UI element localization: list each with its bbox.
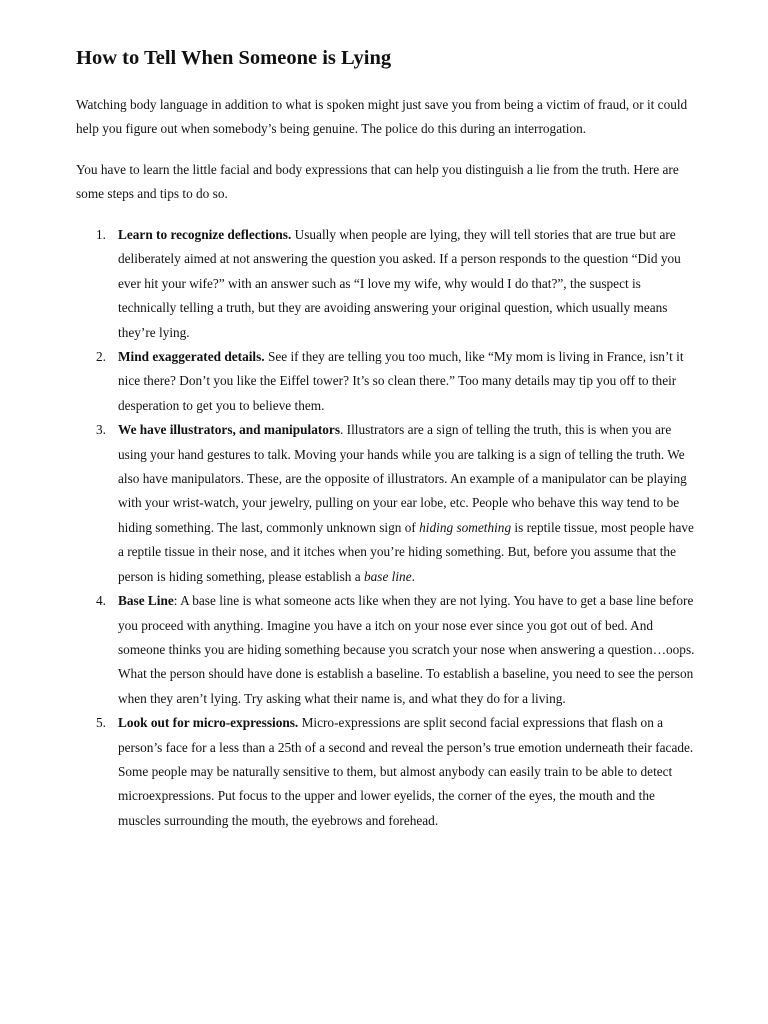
steps-intro-paragraph: You have to learn the little facial and body expressions that can help you distinguish a lie from the truth. Here are some steps and tips to do so. bbox=[76, 162, 679, 202]
step-text: See if they are telling you too much, like “My mom is living in France, isn’t it nice there? Don’t you like the Eiffel tower? It’s so clean there.” Too many details may tip you off to their desperation to get you to believe them. bbox=[118, 349, 684, 413]
step-text: . Illustrators are a sign of telling the truth, this is when you are using your hand gestures to talk. Moving your hands while you are talking is a sign of telling the truth. We also have manipulators. These, are the opposite of illustrators. An example of a manipulator can be playing with your wrist-watch, your jewelry, pulling on your ear lobe, etc. People who behave this way tend to be hiding something. The last, commonly unknown sign of bbox=[118, 422, 687, 535]
step-text: . bbox=[411, 568, 415, 584]
step-item-2 bbox=[76, 345, 698, 418]
intro-paragraph: Watching body language in addition to what is spoken might just save you from being a victim of fraud, or it could help you figure out when somebody’s being genuine. The police do this during an interrogation. bbox=[76, 97, 688, 137]
step-item-3 bbox=[76, 418, 698, 589]
step-item-1 bbox=[76, 223, 698, 345]
step-emphasis: hiding something bbox=[419, 519, 512, 535]
step-number: 2. bbox=[96, 349, 106, 365]
step-heading: Mind exaggerated details. bbox=[118, 349, 265, 365]
step-number: 1. bbox=[96, 227, 106, 242]
step-heading: We have illustrators, and manipulators bbox=[118, 422, 341, 438]
step-number: 5. bbox=[96, 715, 106, 731]
step-emphasis: base line bbox=[363, 568, 412, 584]
step-text: Usually when people are lying, they will tell stories that are true but are deliberately aimed at not answering the question you asked. If a person responds to the question “Did you ever hit your wife?” with an answer such as “I love my wife, why would I do that?”, the suspect is technically telling a truth, but they are avoiding answering your original question, which usually means they’re lying. bbox=[118, 227, 681, 340]
step-item-4 bbox=[76, 589, 698, 711]
step-item-5 bbox=[76, 711, 698, 833]
steps-list bbox=[76, 223, 698, 833]
step-number: 4. bbox=[96, 593, 106, 609]
step-heading: Base Line bbox=[118, 593, 174, 609]
step-text: is reptile tissue, most people have a reptile tissue in their nose, and it itches when you’re hiding something. But, before you assume that the person is hiding something, please establish a bbox=[118, 519, 694, 584]
document-title: How to Tell When Someone is Lying bbox=[76, 47, 392, 69]
step-text: Micro-expressions are split second facial expressions that flash on a person’s face for a less than a 25th of a second and reveal the person’s true emotion underneath their facade. Some people may be naturally sensitive to them, but almost anybody can easily train to be able to detect microexpressions. Put focus to the upper and lower eyelids, the corner of the eyes, the mouth and the muscles surrounding the mouth, the eyebrows and forehead. bbox=[118, 715, 694, 828]
step-text: : A base line is what someone acts like when they are not lying. You have to get a base line before you proceed with anything. Imagine you have a itch on your nose ever since you got out of bed. And someone thinks you are hiding something because you scratch your nose when answering a question…oops. What the person should have done is establish a baseline. To establish a baseline, you need to see the person when they aren’t lying. Try asking what their name is, and what they do for a living. bbox=[118, 593, 695, 706]
step-heading: Look out for micro-expressions. bbox=[118, 715, 299, 731]
step-number: 3. bbox=[96, 422, 106, 438]
step-heading: Learn to recognize deflections. bbox=[118, 227, 292, 242]
